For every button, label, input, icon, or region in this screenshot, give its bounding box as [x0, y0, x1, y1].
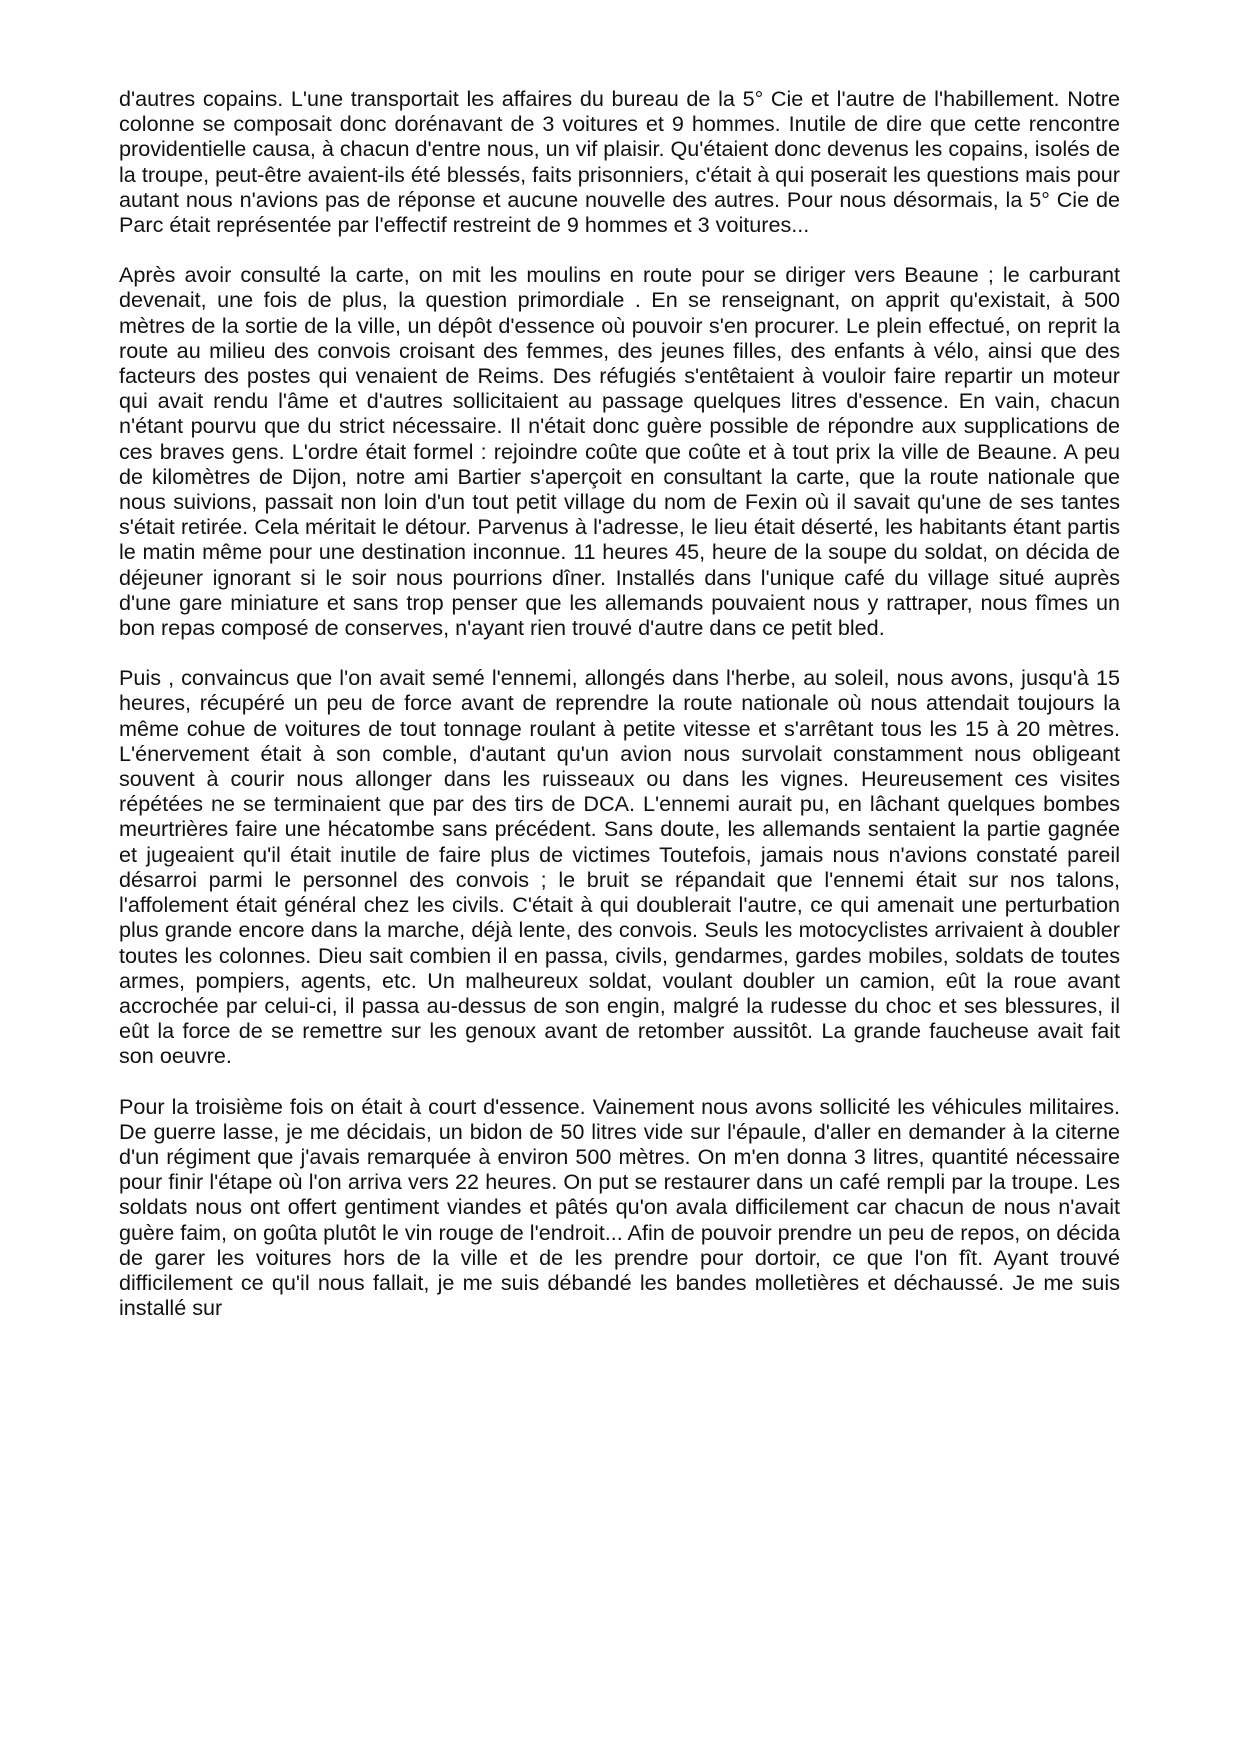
paragraph-4: Pour la troisième fois on était à court d'essence. Vainement nous avons sollicité les véhicules militaires. De guerre lasse, je me décidais, un bidon de 50 litres vide sur l'épaule, d'aller en demander à la citerne d'un régiment que j'avais remarquée à environ 500 mètres. On m'en donna 3 litres, quantité nécessaire pour finir l'étape où l'on arriva vers 22 heures. On put se restaurer dans un café rempli par la troupe. Les soldats nous ont offert gentiment viandes et pâtés qu'on avala difficilement car chacun de nous n'avait guère faim, on goûta plutôt le vin rouge de l'endroit... Afin de pouvoir prendre un peu de repos, on décida de garer les voitures hors de la ville et de les prendre pour dortoir, ce que l'on fît. Ayant trouvé difficilement ce qu'il nous fallait, je me suis débandé les bandes molletières et déchaussé. Je me suis installé sur	[119, 1093, 1120, 1321]
paragraph-2: Après avoir consulté la carte, on mit les moulins en route pour se diriger vers Beaune ; le carburant devenait, une fois de plus, la question primordiale . En se renseignant, on apprit qu'existait, à 500 mètres de la sortie de la ville, un dépôt d'essence où pouvoir s'en procurer. Le plein effectué, on reprit la route au milieu des convois croisant des femmes, des jeunes filles, des enfants à vélo, ainsi que des facteurs des postes qui venaient de Reims. Des réfugiés s'entêtaient à vouloir faire repartir un moteur qui avait rendu l'âme et d'autres sollicitaient au passage quelques litres d'essence. En vain, chacun n'étant pourvu que du strict nécessaire. Il n'était donc guère possible de répondre aux supplications de ces braves gens. L'ordre était formel : rejoindre coûte que coûte et à tout prix la ville de Beaune. A peu de kilomètres de Dijon, notre ami Bartier s'aperçoit en consultant la carte, que la route nationale que nous suivions, passait non loin d'un tout petit village du nom de Fexin où il savait qu'une de ses tantes s'était retirée. Cela méritait le détour. Parvenus à l'adresse, le lieu était déserté, les habitants étant partis le matin même pour une destination inconnue. 11 heures 45, heure de la soupe du soldat, on décida de déjeuner ignorant si le soir nous pourrions dîner. Installés dans l'unique café du village situé auprès d'une gare miniature et sans trop penser que les allemands pouvaient nous y rattraper, nous fîmes un bon repas composé de conserves, n'ayant rien trouvé d'autre dans ce petit bled.	[119, 262, 1120, 641]
paragraph-1: d'autres copains. L'une transportait les affaires du bureau de la 5° Cie et l'autre de l'habillement. Notre colonne se composait donc dorénavant de 3 voitures et 9 hommes. Inutile de dire que cette rencontre providentielle causa, à chacun d'entre nous, un vif plaisir. Qu'étaient donc devenus les copains, isolés de la troupe, peut-être avaient-ils été blessés, faits prisonniers, c'était à qui poserait les questions mais pour autant nous n'avions pas de réponse et aucune nouvelle des autres. Pour nous désormais, la 5° Cie de Parc était représentée par l'effectif restreint de 9 hommes et 3 voitures...	[119, 86, 1120, 238]
document-page	[119, 86, 1120, 1345]
paragraph-3: Puis , convaincus que l'on avait semé l'ennemi, allongés dans l'herbe, au soleil, nous avons, jusqu'à 15 heures, récupéré un peu de force avant de reprendre la route nationale où nous attendait toujours la même cohue de voitures de tout tonnage roulant à petite vitesse et s'arrêtant tous les 15 à 20 mètres. L'énervement était à son comble, d'autant qu'un avion nous survolait constamment nous obligeant souvent à courir nous allonger dans les ruisseaux ou dans les vignes. Heureusement ces visites répétées ne se terminaient que par des tirs de DCA. L'ennemi aurait pu, en lâchant quelques bombes meurtrières faire une hécatombe sans précédent. Sans doute, les allemands sentaient la partie gagnée et jugeaient qu'il était inutile de faire plus de victimes Toutefois, jamais nous n'avions constaté pareil désarroi parmi le personnel des convois ; le bruit se répandait que l'ennemi était sur nos talons, l'affolement était général chez les civils. C'était à qui doublerait l'autre, ce qui amenait une perturbation plus grande encore dans la marche, déjà lente, des convois. Seuls les motocyclistes arrivaient à doubler toutes les colonnes. Dieu sait combien il en passa, civils, gendarmes, gardes mobiles, soldats de toutes armes, pompiers, agents, etc. Un malheureux soldat, voulant doubler un camion, eût la roue avant accrochée par celui-ci, il passa au-dessus de son engin, malgré la rudesse du choc et ses blessures, il eût la force de se remettre sur les genoux avant de retomber aussitôt. La grande faucheuse avait fait son oeuvre.	[119, 665, 1120, 1069]
